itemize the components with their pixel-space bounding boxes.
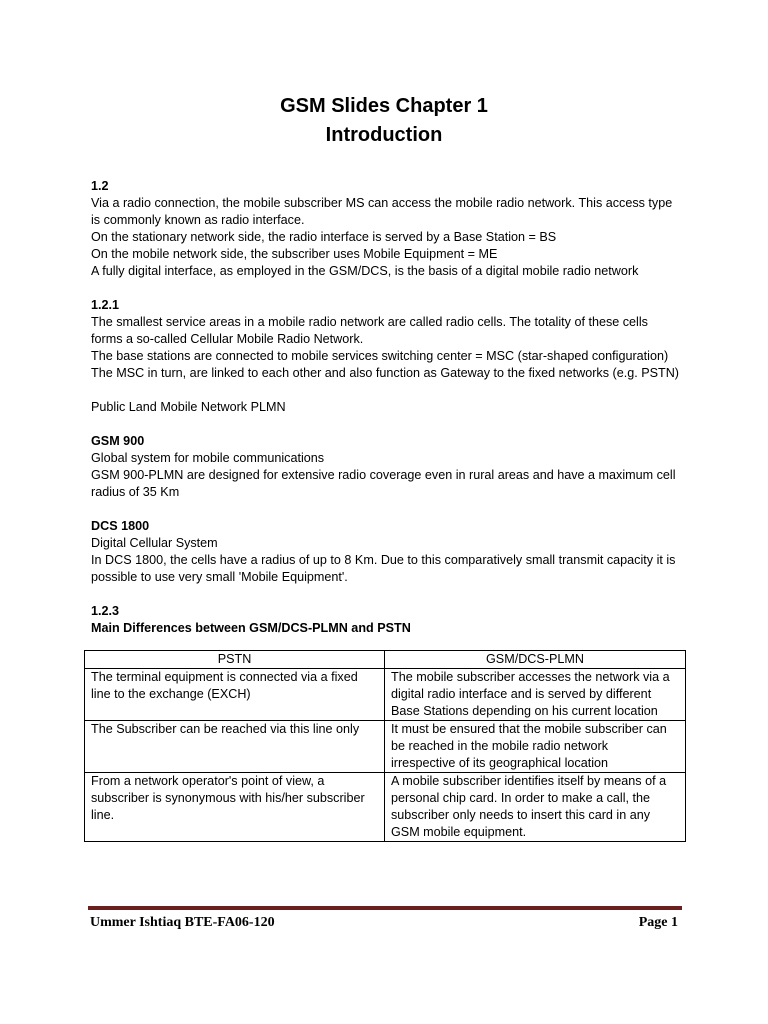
footer-page-number: Page 1: [638, 915, 678, 930]
paragraph-line: The MSC in turn, are linked to each other and also function as Gateway to the fixed networks (e.g. PSTN): [91, 366, 680, 380]
cell-line: From a network operator's point of view, a: [91, 774, 325, 788]
paragraph-line: Global system for mobile communications: [91, 451, 325, 465]
table-cell-gsm: [385, 669, 686, 721]
cell-line: line.: [91, 808, 115, 822]
section-heading: 1.2.3: [91, 604, 120, 618]
cell-line: The terminal equipment is connected via a fixed: [91, 670, 358, 684]
paragraph-line: On the mobile network side, the subscriber uses Mobile Equipment = ME: [91, 247, 498, 261]
title-line-1: GSM Slides Chapter 1: [280, 95, 488, 117]
table-cell-gsm: [385, 773, 686, 842]
document-body: [91, 178, 681, 654]
plmn-line: Public Land Mobile Network PLMN: [91, 400, 286, 414]
paragraph-line: GSM 900-PLMN are designed for extensive radio coverage even in rural areas and have a maximum cell: [91, 468, 676, 482]
section-dcs-1800: [91, 518, 681, 586]
table-cell-pstn: [85, 669, 385, 721]
paragraph-line: Via a radio connection, the mobile subscriber MS can access the mobile radio network. This access type: [91, 196, 673, 210]
table-cell-pstn: [85, 721, 385, 773]
section-plmn: [91, 399, 681, 416]
table-header-row: [85, 651, 686, 669]
paragraph-line: possible to use very small 'Mobile Equipment'.: [91, 570, 348, 584]
table-cell-gsm: [385, 721, 686, 773]
section-1-2: [91, 178, 681, 280]
paragraph-line: A fully digital interface, as employed in the GSM/DCS, is the basis of a digital mobile radio network: [91, 264, 639, 278]
title-line-2: Introduction: [325, 124, 443, 146]
comparison-table: [84, 650, 686, 842]
paragraph-line: Digital Cellular System: [91, 536, 218, 550]
cell-line: It must be ensured that the mobile subscriber can: [391, 722, 667, 736]
document-title: [0, 92, 768, 150]
column-header-pstn: PSTN: [85, 651, 385, 669]
paragraph-line: The smallest service areas in a mobile radio network are called radio cells. The totality of these cells: [91, 315, 648, 329]
section-heading: 1.2: [91, 179, 109, 193]
section-heading: 1.2.1: [91, 298, 120, 312]
section-gsm-900: [91, 433, 681, 501]
cell-line: be reached in the mobile radio network: [391, 739, 609, 753]
cell-line: line to the exchange (EXCH): [91, 687, 251, 701]
column-header-gsm-dcs-plmn: GSM/DCS-PLMN: [385, 651, 686, 669]
cell-line: A mobile subscriber identifies itself by means of a: [391, 774, 667, 788]
cell-line: subscriber is synonymous with his/her subscriber: [91, 791, 365, 805]
cell-line: digital radio interface and is served by different: [391, 687, 652, 701]
section-heading: GSM 900: [91, 434, 145, 448]
cell-line: subscriber only needs to insert this card in any: [391, 808, 651, 822]
paragraph-line: On the stationary network side, the radio interface is served by a Base Station = BS: [91, 230, 557, 244]
table-cell-pstn: [85, 773, 385, 842]
cell-line: irrespective of its geographical location: [391, 756, 609, 770]
cell-line: The mobile subscriber accesses the network via a: [391, 670, 670, 684]
paragraph-line: radius of 35 Km: [91, 485, 180, 499]
section-1-2-1: [91, 297, 681, 382]
section-subheading: Main Differences between GSM/DCS-PLMN and PSTN: [91, 621, 411, 635]
paragraph-line: forms a so-called Cellular Mobile Radio Network.: [91, 332, 364, 346]
footer-rule: [88, 906, 682, 910]
footer-author: Ummer Ishtiaq BTE-FA06-120: [90, 915, 275, 930]
table-row: [85, 773, 686, 842]
section-heading: DCS 1800: [91, 519, 150, 533]
cell-line: GSM mobile equipment.: [391, 825, 527, 839]
table-row: [85, 669, 686, 721]
paragraph-line: is commonly known as radio interface.: [91, 213, 305, 227]
cell-line: personal chip card. In order to make a call, the: [391, 791, 651, 805]
table-row: [85, 721, 686, 773]
cell-line: Base Stations depending on his current location: [391, 704, 658, 718]
section-1-2-3: [91, 603, 681, 637]
paragraph-line: In DCS 1800, the cells have a radius of up to 8 Km. Due to this comparatively small transmit capacity it is: [91, 553, 676, 567]
paragraph-line: The base stations are connected to mobile services switching center = MSC (star-shaped configuration): [91, 349, 669, 363]
cell-line: The Subscriber can be reached via this line only: [91, 722, 360, 736]
